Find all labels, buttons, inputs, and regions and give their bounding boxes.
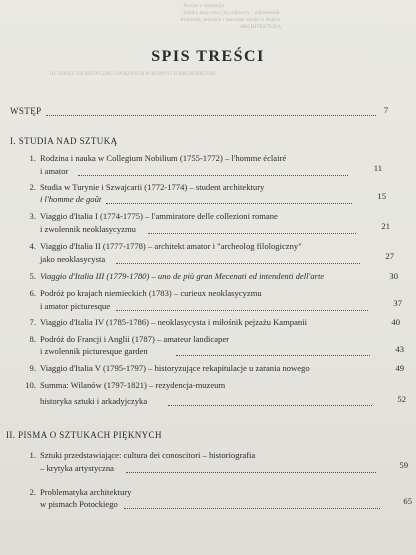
entry-continuation: i amator picturesque: [40, 301, 111, 311]
toc-entry-s2-2: [22, 486, 131, 498]
entry-number: 3.: [29, 211, 36, 221]
entry-number: 7.: [29, 317, 36, 327]
bleed-line: · Sztuka antyczna i jej odbiorcy · odniesienia: [180, 11, 280, 16]
toc-entry-3: [22, 210, 278, 222]
entry-number: 4.: [29, 241, 36, 251]
section2-heading: II. PISMA O SZTUKACH PIĘKNYCH: [6, 430, 162, 440]
entry-page: 21: [381, 221, 390, 231]
entry-page: 30: [389, 271, 398, 281]
entry-page: 52: [397, 394, 406, 404]
intro-page: 7: [383, 105, 388, 115]
entry-text: Viaggio d'Italia I (1774-1775) – l'ammiratore delle collezioni romane: [40, 211, 278, 221]
bleed-line: ARCHITEKTURA: [240, 25, 282, 30]
bleed-line: III. SZKICE TEORETYCZNE O POKOJACH W ROWNYCH ARCHITEKTURY: [50, 72, 217, 77]
entry-text: Summa: Wilanów (1797-1821) – rezydencja-muzeum: [40, 380, 226, 390]
section1-heading: I. STUDIA NAD SZTUKĄ: [10, 136, 118, 146]
entry-number: 1.: [29, 153, 36, 163]
toc-entry-1: [22, 152, 286, 164]
toc-entry-s2-1: [22, 449, 255, 461]
dot-leader: [148, 233, 356, 234]
dot-leader: [124, 508, 380, 509]
dot-leader: [106, 203, 352, 204]
entry-page: 37: [393, 298, 402, 308]
entry-continuation: i l'homme de goût: [40, 194, 102, 204]
dot-leader: [126, 472, 376, 473]
dot-leader: [168, 405, 372, 406]
entry-page: 65: [403, 496, 412, 506]
toc-entry-10: [22, 379, 225, 391]
toc-entry-7: [22, 316, 307, 328]
entry-number: 6.: [29, 288, 36, 298]
entry-page: 59: [399, 460, 408, 470]
page-title: SPIS TREŚCI: [151, 48, 265, 65]
entry-continuation: w pismach Potockiego: [40, 499, 118, 509]
toc-entry-5: [22, 270, 324, 282]
entry-text: Viaggio d'Italia II (1777-1778) – architekt amator i "archeolog filologiczny": [40, 241, 302, 251]
entry-page: 43: [395, 344, 404, 354]
entry-number: 8.: [29, 334, 36, 344]
entry-text: Viaggio d'Italia V (1795-1797) – historyzujące rekapitulacje u zarania nowego: [40, 363, 310, 373]
entry-text: Studia w Turynie i Szwajcarii (1772-1774) – student architektury: [40, 182, 265, 192]
toc-entry-2: [22, 181, 264, 193]
dot-leader: [176, 355, 370, 356]
entry-text: Podróż do Francji i Anglii (1787) – amateur landicaper: [40, 334, 230, 344]
entry-continuation: historyka sztuki i arkadyjczyka: [40, 396, 148, 406]
entry-number: 9.: [29, 363, 36, 373]
entry-continuation: i zwolennik neoklasycyzmu: [40, 224, 136, 234]
entry-page: 40: [391, 317, 400, 327]
dot-leader: [78, 175, 348, 176]
entry-page: 49: [395, 363, 404, 373]
toc-entry-8: [22, 333, 229, 345]
entry-continuation: i zwolennik picturesque garden: [40, 346, 148, 356]
entry-text: Rodzina i nauka w Collegium Nobilium (1755-1772) – l'homme éclairé: [40, 153, 287, 163]
entry-text: Viaggio d'Italia III (1779-1780) – uno de più gran Mecenati ed intendenti dell'arte: [40, 271, 325, 281]
entry-page: 11: [373, 163, 382, 173]
entry-text: Sztuki przedstawiające: cultura dei conoscitori – historiografia: [40, 450, 256, 460]
bleed-line: Architekt, teoretyk i mecenas sztuki w Polsce: [180, 18, 281, 23]
dot-leader: [46, 115, 376, 116]
dot-leader: [116, 263, 360, 264]
entry-number: 5.: [29, 271, 36, 281]
entry-continuation: jako neoklasycysta: [40, 254, 106, 264]
intro-label: WSTĘP: [10, 106, 42, 116]
toc-entry-6: [22, 287, 262, 299]
toc-entry-4: [22, 240, 302, 252]
entry-number: 2.: [29, 487, 36, 497]
entry-page: 27: [385, 251, 394, 261]
entry-page: 15: [377, 191, 386, 201]
toc-entry-9: [22, 362, 310, 374]
entry-continuation: i amator: [40, 166, 69, 176]
entry-text: Problematyka architektury: [40, 487, 132, 497]
dot-leader: [116, 310, 368, 311]
entry-number: 10.: [25, 380, 36, 390]
entry-text: Podróż po krajach niemieckich (1783) – curieux neoklasycyzmu: [40, 288, 262, 298]
bleed-line: · Portret z ilustracja: [180, 4, 224, 9]
entry-text: Viaggio d'Italia IV (1785-1786) – neoklasycysta i miłośnik pejzażu Kampanii: [40, 317, 307, 327]
entry-number: 1.: [29, 450, 36, 460]
entry-number: 2.: [29, 182, 36, 192]
entry-continuation: – krytyka artystyczna: [40, 463, 114, 473]
